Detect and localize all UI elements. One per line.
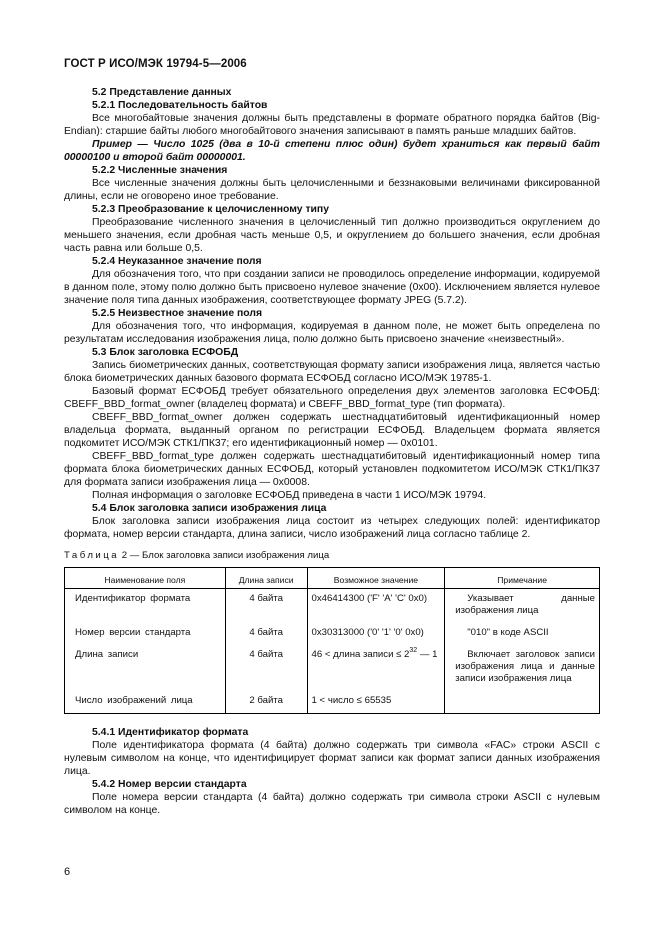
paragraph: CBEFF_BBD_format_type должен содержать шестнадцатибитовый идентификационный номер типа формата блока биометрических данных ЕСФОБД, который установлен подкомитетом ИСО/МЭК СТК1/ПК37 для формата записи изображения лица — 0x0008. [64,451,600,488]
paragraph: Базовый формат ЕСФОБД требует обязательного определения двух элементов заголовка ЕСФОБД: CBEFF_BBD_format_owner (владелец формата) и CBEFF_BBD_format_type (тип формата). [64,386,600,410]
table-row [65,691,600,714]
paragraph: Полная информация о заголовке ЕСФОБД приведена в части 1 ИСО/МЭК 19794. [92,490,487,501]
table-row [65,645,600,691]
table-caption-text: 2 — Блок заголовка записи изображения лица [119,550,330,561]
paragraph: Все численные значения должны быть целочисленными и беззнаковыми величинами фиксированной длины, если не оговорено иное требование. [64,178,600,202]
section-heading: 5.2.4 Неуказанное значение поля [92,256,262,267]
section-heading: 5.2.5 Неизвестное значение поля [92,308,263,319]
section-heading: 5.3 Блок заголовка ЕСФОБД [92,347,239,358]
table-caption-label: Таблица [64,550,120,561]
paragraph: Запись биометрических данных, соответствующая формату записи изображения лица, является частью блока биометрических данных базового формата ЕСФОБД согласно ИСО/МЭК 19785-1. [64,360,600,384]
table-row [65,589,600,624]
cell-note: Указывает данные изображения лица [455,593,595,616]
col-header-length: Длина записи [225,568,307,589]
section-heading: 5.2.1 Последовательность байтов [92,100,268,111]
section-heading: 5.2.2 Численные значения [92,165,228,176]
section-5-2-to-5-4 [64,86,600,541]
cell-length: 4 байта [225,623,307,645]
col-header-note: Примечание [445,568,600,589]
paragraph: Поле номера версии стандарта (4 байта) должно содержать три символа строки ASCII с нулевым символом на конце. [64,792,600,816]
cell-length: 4 байта [225,645,307,691]
document-body [64,86,600,817]
cell-value: 1 < число ≤ 65535 [307,691,445,714]
cell-field-name: Номер версии стандарта [65,623,226,645]
cell-value [307,645,445,691]
paragraph: Для обозначения того, что информация, кодируемая в данном поле, не может быть определена по результатам исследования изображения лица, полю должно быть присвоено значение «неизвестный». [64,321,600,345]
cell-note: "010" в коде ASCII [467,627,549,638]
paragraph: Блок заголовка записи изображения лица состоит из четырех следующих полей: идентификатор формата, номер версии стандарта, длина записи, число изображений лица согласно таблице 2. [64,516,600,540]
cell-value-post: — 1 [417,649,438,660]
cell-field-name: Число изображений лица [65,691,226,714]
cell-length: 4 байта [225,589,307,624]
cell-value: 0x46414300 ('F' 'A' 'C' 0x0) [307,589,445,624]
paragraph: Для обозначения того, что при создании записи не проводилось определение информации, кодируемой в данном поле, этому полю должно быть присвоено нулевое значение (0x00). Исключением является нулевое значение поля типа данных изображения, соответствующее формату JPEG (5.7.2). [64,269,600,306]
section-heading: 5.4.2 Номер версии стандарта [92,779,247,790]
section-5-4-1-to-5-4-2 [64,726,600,817]
paragraph: Преобразование численного значения в целочисленный тип должно производиться округлением до меньшего значения, если дробная часть меньше 0,5, и округлением до большего значения, если дробная часть равна или больше 0,5. [64,217,600,254]
cell-length: 2 байта [225,691,307,714]
cell-value-pre: 46 < длина записи ≤ 2 [311,649,410,660]
cell-field-name: Идентификатор формата [65,589,226,624]
section-heading: 5.4 Блок заголовка записи изображения лица [92,503,327,514]
document-header: ГОСТ Р ИСО/МЭК 19794-5—2006 [64,58,247,70]
table-row [65,623,600,645]
paragraph: CBEFF_BBD_format_owner должен содержать шестнадцатибитовый идентификационный номер владельца формата, выданный органом по регистрации ЕСФОБД. Владельцем формата является подкомитет ИСО/МЭК СТК1/ПК37; его идентификационный номер — 0x0101. [64,412,600,449]
cell-value: 0x30313000 ('0' '1' '0' 0x0) [307,623,445,645]
col-header-field-name: Наименование поля [65,568,226,589]
page-number: 6 [64,866,71,878]
cell-value-exponent: 32 [409,647,418,654]
col-header-value: Возможное значение [307,568,445,589]
section-heading: 5.2 Представление данных [92,87,232,98]
example-paragraph: Пример — Число 1025 (два в 10-й степени плюс один) будет храниться как первый байт 00000100 и второй байт 00000001. [64,139,600,163]
cell-note: Включает заголовок записи изображения лица и данные записи изображения лица [455,649,595,684]
paragraph: Все многобайтовые значения должны быть представлены в формате обратного порядка байтов (Big-Endian): старшие байты любого многобайтового значения записывают в память раньше младших байтов. [64,113,600,137]
paragraph: Поле идентификатора формата (4 байта) должно содержать три символа «FAC» строки ASCII с нулевым символом на конце, что идентифицирует формат записи как формат записи данных изображения лица. [64,740,600,777]
table-header-row [65,568,600,589]
header-block-table [64,567,600,714]
cell-field-name: Длина записи [65,645,226,691]
table-caption [64,549,600,562]
section-heading: 5.4.1 Идентификатор формата [92,727,249,738]
section-heading: 5.2.3 Преобразование к целочисленному типу [92,204,329,215]
